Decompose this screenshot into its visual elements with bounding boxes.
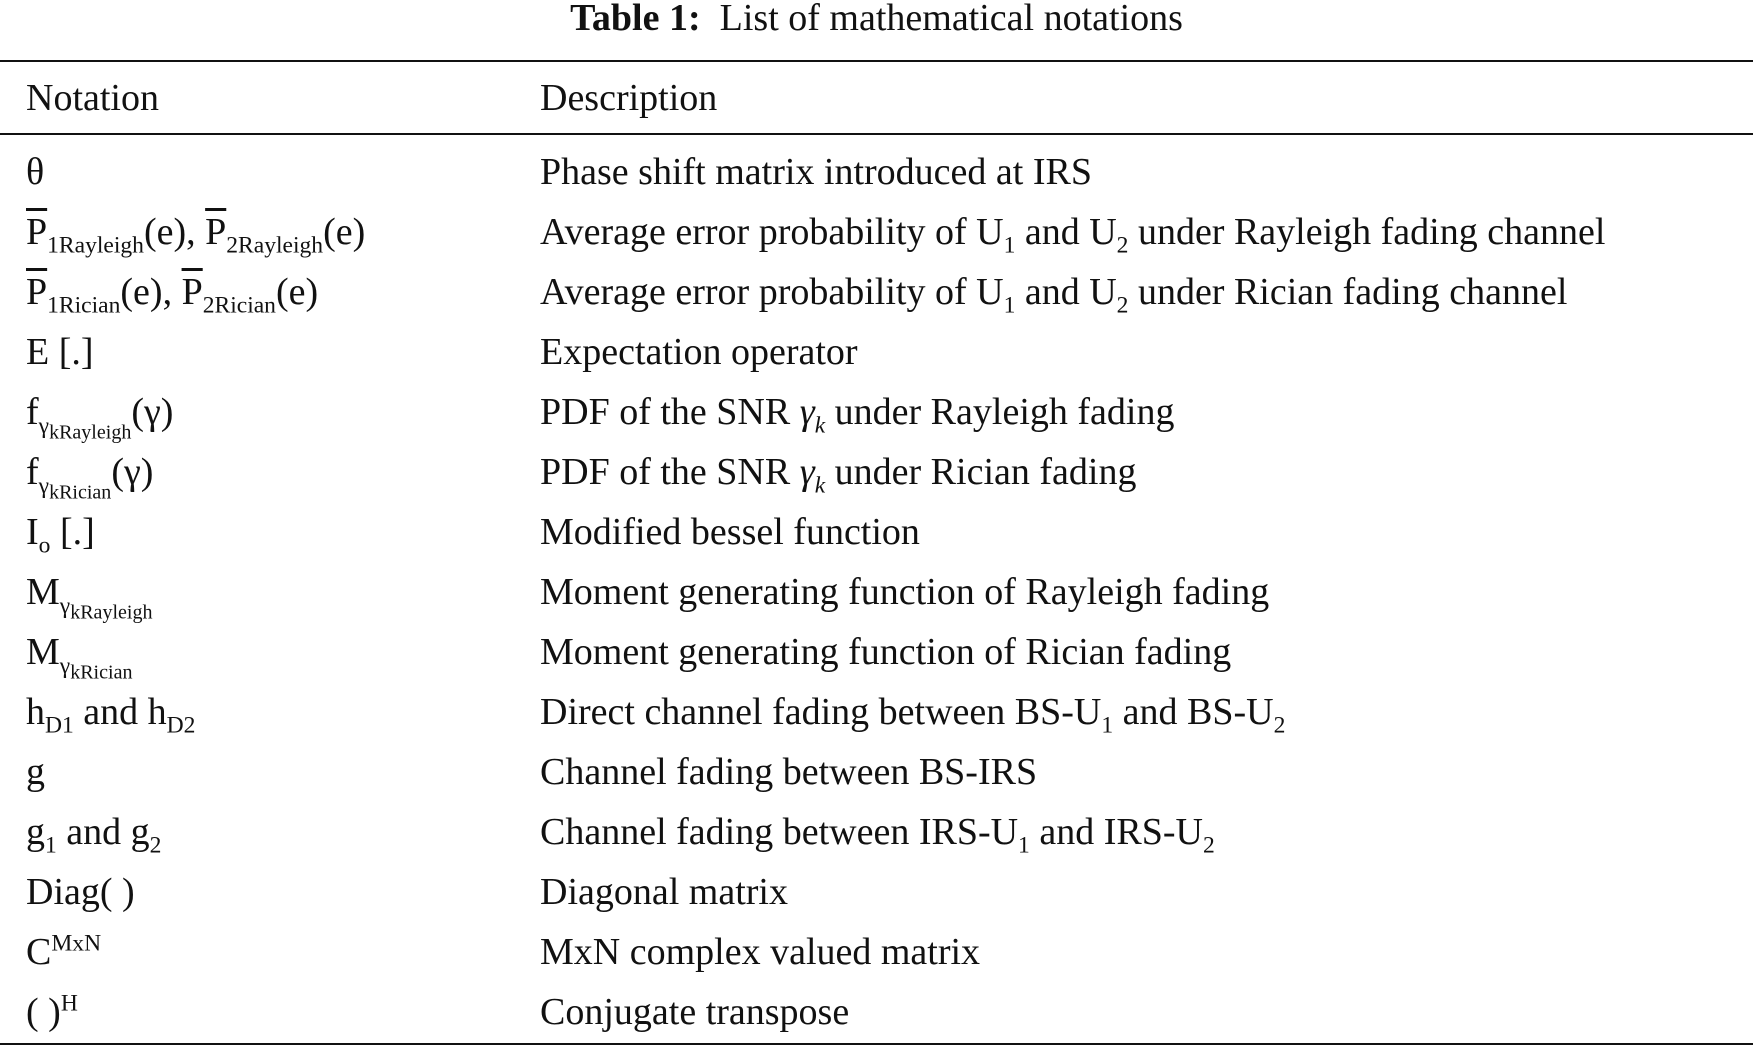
notation-cell: ( )$^H$ [26,990,78,1033]
table-row [0,562,1753,622]
notation-cell: E [.] [26,331,94,373]
notation-cell: $M_{\gamma_{kRayleigh}}$ [26,571,153,624]
table-row [0,382,1753,442]
table-row [0,262,1753,322]
description-cell: MxN complex valued matrix [540,931,981,973]
description-cell: PDF of the SNR $\gamma_k$ under Rician fading [540,451,1137,499]
description-cell: Diagonal matrix [540,871,788,913]
table-row [0,442,1753,502]
description-cell: Expectation operator [540,331,858,373]
top-rule [0,60,1753,62]
table-row [0,622,1753,682]
notation-cell: $f_{\gamma_{kRayleigh}}(\gamma)$ [26,391,174,444]
description-cell: Moment generating function of Rayleigh fading [540,571,1270,613]
description-cell: Moment generating function of Rician fading [540,631,1232,673]
notation-cell: $f_{\gamma_{kRician}}(\gamma)$ [26,451,154,504]
header-rule [0,133,1753,135]
table-row [0,502,1753,562]
description-cell: Channel fading between IRS-$U_1$ and IRS-$U_2$ [540,811,1215,859]
table-row [0,142,1753,202]
table-row [0,322,1753,382]
table-row [0,982,1753,1042]
table-row [0,202,1753,262]
bottom-rule [0,1043,1753,1045]
table-caption [0,0,1753,42]
description-cell: Modified bessel function [540,511,920,553]
description-cell: Conjugate transpose [540,991,850,1033]
description-cell: Phase shift matrix introduced at IRS [540,151,1092,193]
caption-label: Table 1: [570,0,701,39]
table-row [0,742,1753,802]
notation-cell: θ [26,151,45,193]
notation-cell: Diag( ) [26,871,135,913]
notation-cell: $\overline{P}_{1Rayleigh}(e)$, $\overline{P}_{2Rayleigh}(e)$ [26,211,366,259]
notation-cell: $h_{D1}$ and $h_{D2}$ [26,691,196,739]
table-row [0,922,1753,982]
table-body [0,142,1753,1042]
table-header [0,70,1753,126]
description-cell: PDF of the SNR $\gamma_k$ under Rayleigh fading [540,391,1175,439]
notation-cell: $M_{\gamma_{kRician}}$ [26,631,133,684]
description-cell: Average error probability of $U_1$ and $U_2$ under Rician fading channel [540,271,1568,319]
table-row [0,682,1753,742]
table-row [0,802,1753,862]
header-description: Description [540,77,718,119]
description-cell: Average error probability of $U_1$ and $U_2$ under Rayleigh fading channel [540,211,1606,259]
notation-cell: $\overline{P}_{1Rician}(e)$, $\overline{P}_{2Rician}(e)$ [26,271,319,319]
notation-cell: g [26,751,45,793]
header-notation: Notation [26,77,159,119]
table-row [0,862,1753,922]
notation-cell: $C^{MxN}$ [26,930,102,973]
description-cell: Channel fading between BS-IRS [540,751,1038,793]
caption-text: List of mathematical notations [719,0,1183,39]
description-cell: Direct channel fading between $BS-U_1$ and $BS-U_2$ [540,691,1286,739]
notation-cell: $g_1$ and $g_2$ [26,811,162,859]
notation-cell: $I_o$ [.] [26,511,95,559]
